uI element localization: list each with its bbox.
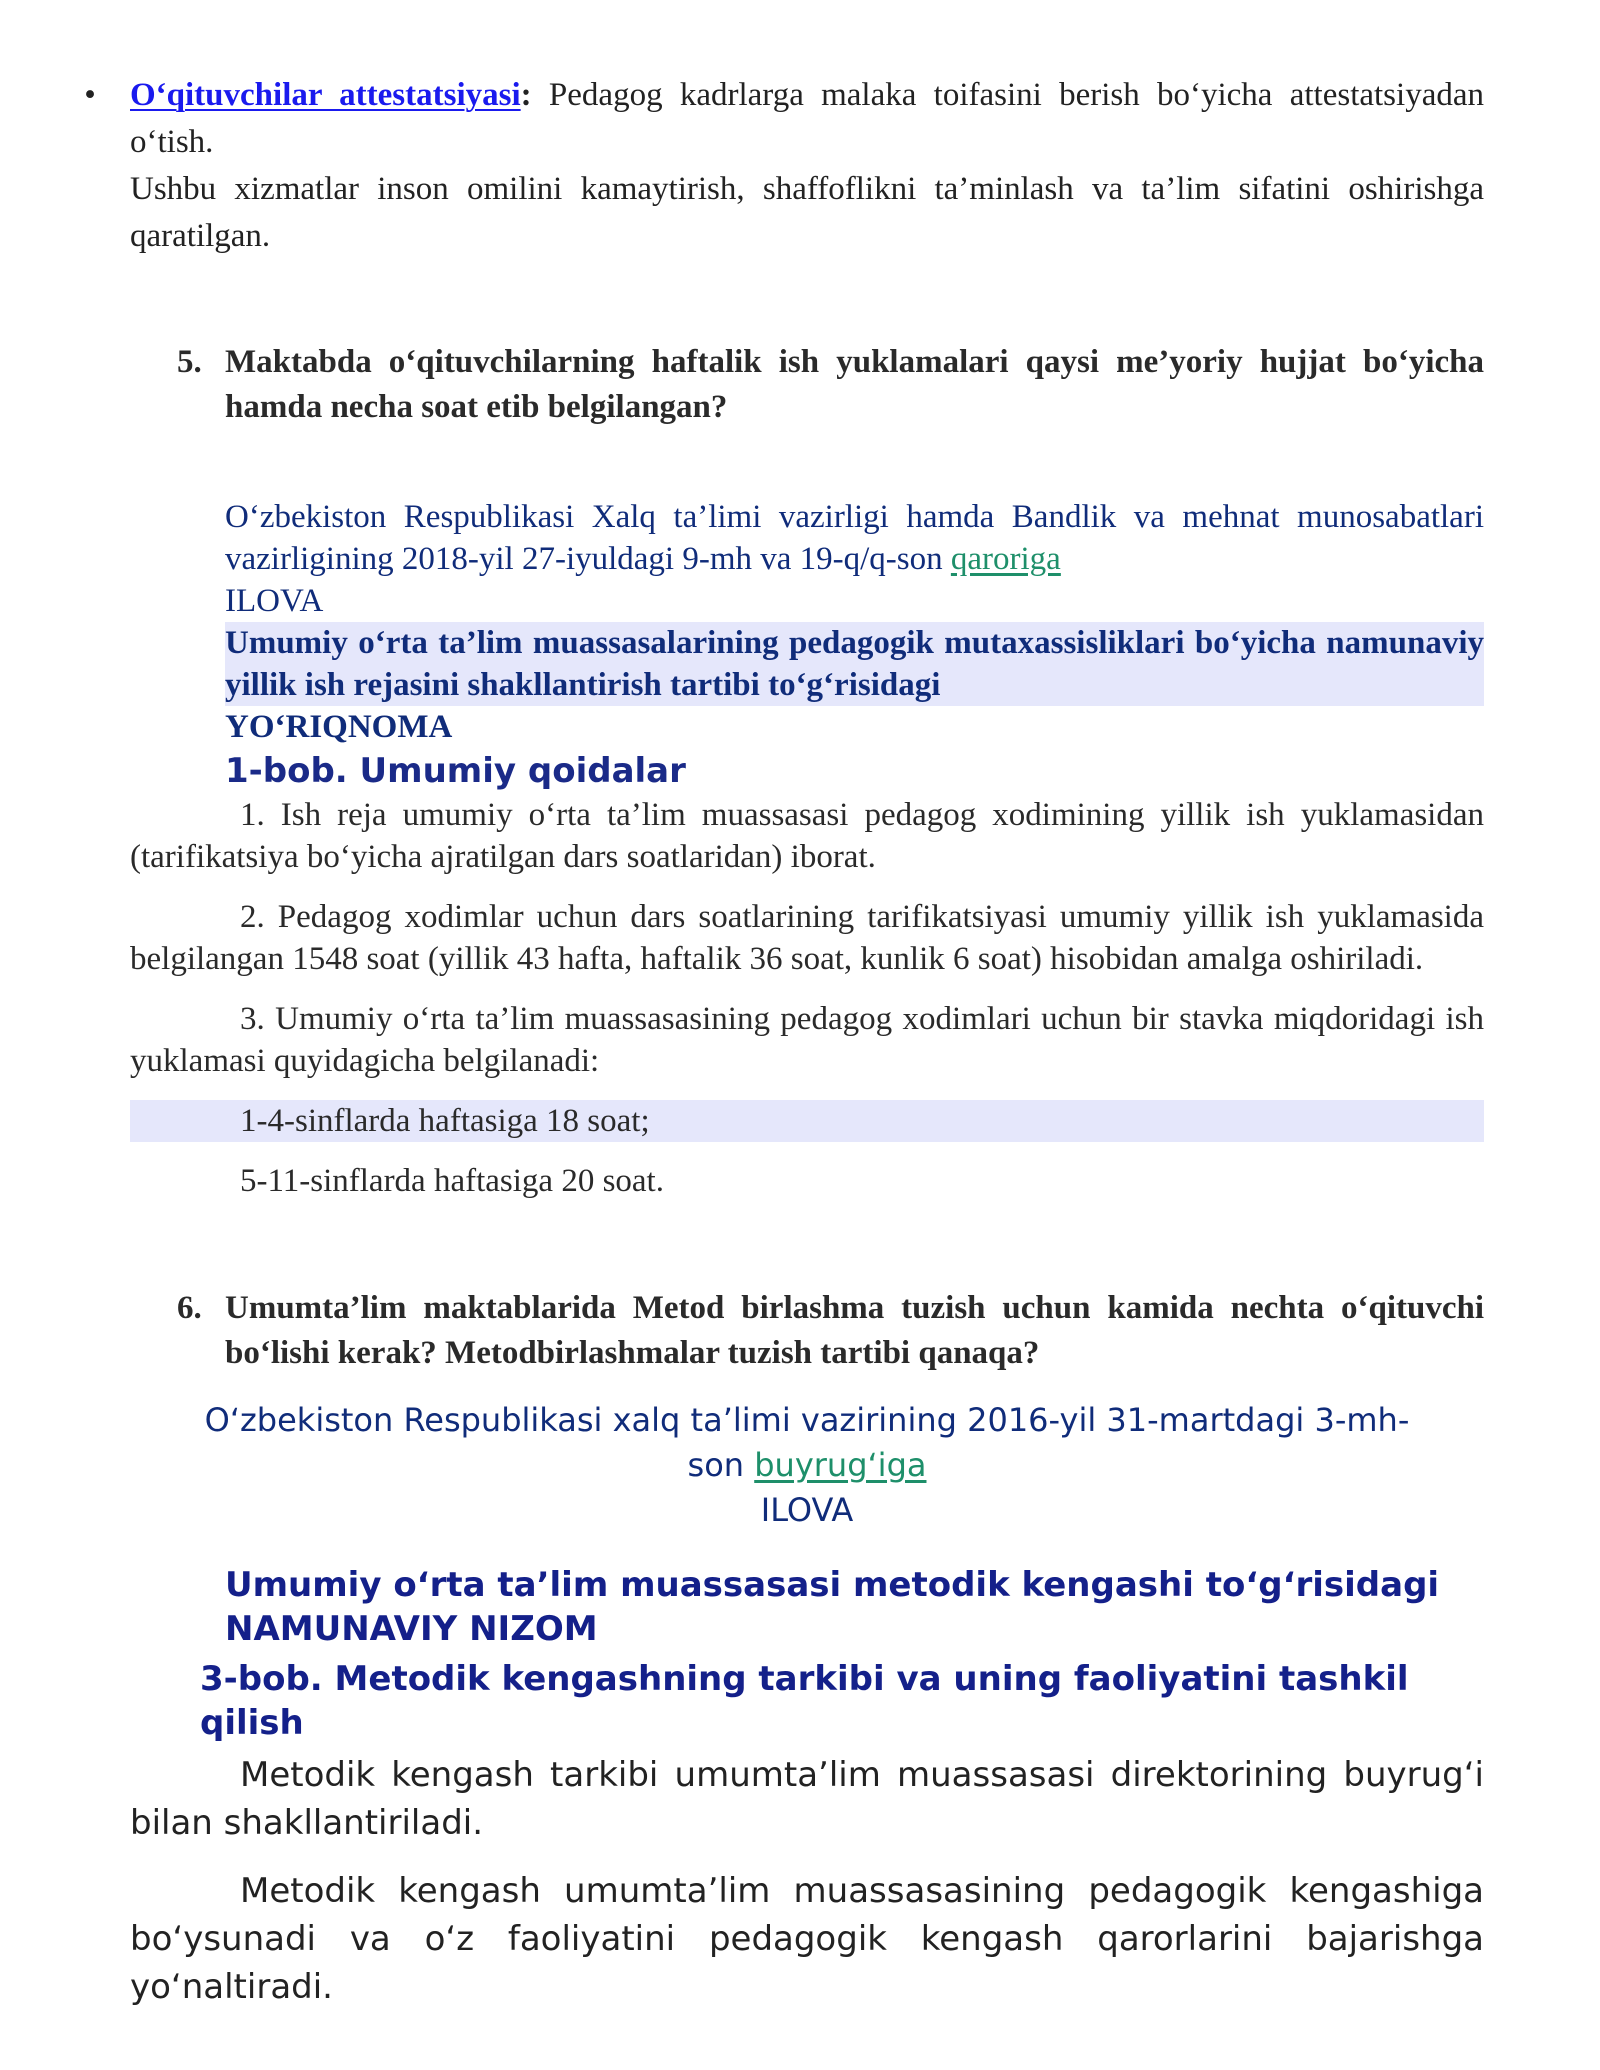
bullet-summary: Ushbu xizmatlar inson omilini kamaytirish, shaffoflikni ta’minlash va ta’lim sifatini oshirishga qaratilgan. <box>130 171 1484 254</box>
q6-paragraph-2: Metodik kengash umumta’lim muassasasining pedagogik kengashiga bo‘ysunadi va o‘z faoliyatini pedagogik kengash qarorlarini bajarishga yo‘naltiradi. <box>130 1871 1484 2007</box>
q6-source-line-2-text: son <box>687 1446 755 1484</box>
q6-body <box>130 1751 1484 2011</box>
q6-ilova: ILOVA <box>760 1491 854 1529</box>
q5-doc-title: Umumiy o‘rta ta’lim muassasalarining pedagogik mutaxassisliklari bo‘yicha namunaviy yillik ish rejasini shakllantirish tartibi to‘g‘risidagi <box>225 622 1484 706</box>
bullet-colon: : <box>520 77 532 113</box>
bullet-text: Pedagog kadrlarga malaka toifasini berish bo‘yicha attestatsiyadan o‘tish. <box>130 77 1484 160</box>
q6-paragraph-1: Metodik kengash tarkibi umumta’lim muassasasi direktorining buyrug‘i bilan shakllantiriladi. <box>130 1755 1484 1843</box>
q5-source-text: O‘zbekiston Respublikasi Xalq ta’limi vazirligi hamda Bandlik va mehnat munosabatlari vazirligining 2018-yil 27-iyuldagi 9-mh va 19-q/q-son <box>225 499 1484 577</box>
q5-document-header <box>225 496 1484 794</box>
question-6-number: 6. <box>177 1290 202 1326</box>
q5-source <box>225 496 1484 580</box>
q5-source-link[interactable]: qaroriga <box>950 541 1061 577</box>
bullet-item <box>84 72 1484 260</box>
q5-paragraph-1: 1. Ish reja umumiy o‘rta ta’lim muassasasi pedagog xodimining yillik ish yuklamasidan (tarifikatsiya bo‘yicha ajratilgan dars soatlaridan) iborat. <box>130 797 1484 875</box>
bullet-paragraph <box>130 72 1484 166</box>
q5-paragraph-2: 2. Pedagog xodimlar uchun dars soatlarining tarifikatsiyasi umumiy yillik ish yuklamasida belgilangan 1548 soat (yillik 43 hafta, haftalik 36 soat, kunlik 6 soat) hisobidan amalga oshiriladi. <box>130 899 1484 977</box>
q6-source-line-1: O‘zbekiston Respublikasi xalq ta’limi vazirining 2016-yil 31-martdagi 3-mh- <box>204 1401 1410 1439</box>
question-6-text: Umumta’lim maktablarida Metod birlashma tuzish uchun kamida nechta o‘qituvchi bo‘lishi kerak? Metodbirlashmalar tuzish tartibi qanaqa? <box>225 1290 1484 1371</box>
question-5-text: Maktabda o‘qituvchilarning haftalik ish yuklamalari qaysi me’yoriy hujjat bo‘yicha hamda necha soat etib belgilangan? <box>225 344 1484 425</box>
question-5 <box>177 340 1484 430</box>
q6-document-header <box>225 1563 1484 1651</box>
document-page <box>84 72 1484 2011</box>
q5-paragraph-3: 3. Umumiy o‘rta ta’lim muassasasining pedagog xodimlari uchun bir stavka miqdoridagi ish yuklamasi quyidagicha belgilanadi: <box>130 1001 1484 1079</box>
q5-doc-type: YO‘RIQNOMA <box>225 709 453 745</box>
question-6 <box>177 1286 1484 1376</box>
q6-doc-title: Umumiy o‘rta ta’lim muassasasi metodik kengashi to‘g‘risidagi <box>225 1565 1440 1605</box>
q6-source-link[interactable]: buyrug‘iga <box>754 1446 927 1484</box>
attestation-link[interactable]: O‘qituvchilar attestatsiyasi <box>130 77 521 113</box>
q6-source-block <box>130 1398 1484 1533</box>
q5-chapter-title: 1-bob. Umumiy qoidalar <box>225 751 686 791</box>
q5-ilova: ILOVA <box>225 583 324 619</box>
q6-chapter-title: 3-bob. Metodik kengashning tarkibi va uning faoliyatini tashkil qilish <box>200 1659 1409 1743</box>
q5-load-line-1: 1-4-sinflarda haftasiga 18 soat; <box>130 1100 1484 1142</box>
question-5-number: 5. <box>177 344 202 380</box>
bullet-dot: • <box>84 77 96 113</box>
q5-body <box>130 794 1484 1202</box>
q6-source-line-2 <box>130 1443 1484 1488</box>
q5-load-line-2: 5-11-sinflarda haftasiga 20 soat. <box>240 1163 664 1199</box>
q6-doc-type: NAMUNAVIY NIZOM <box>225 1609 598 1649</box>
